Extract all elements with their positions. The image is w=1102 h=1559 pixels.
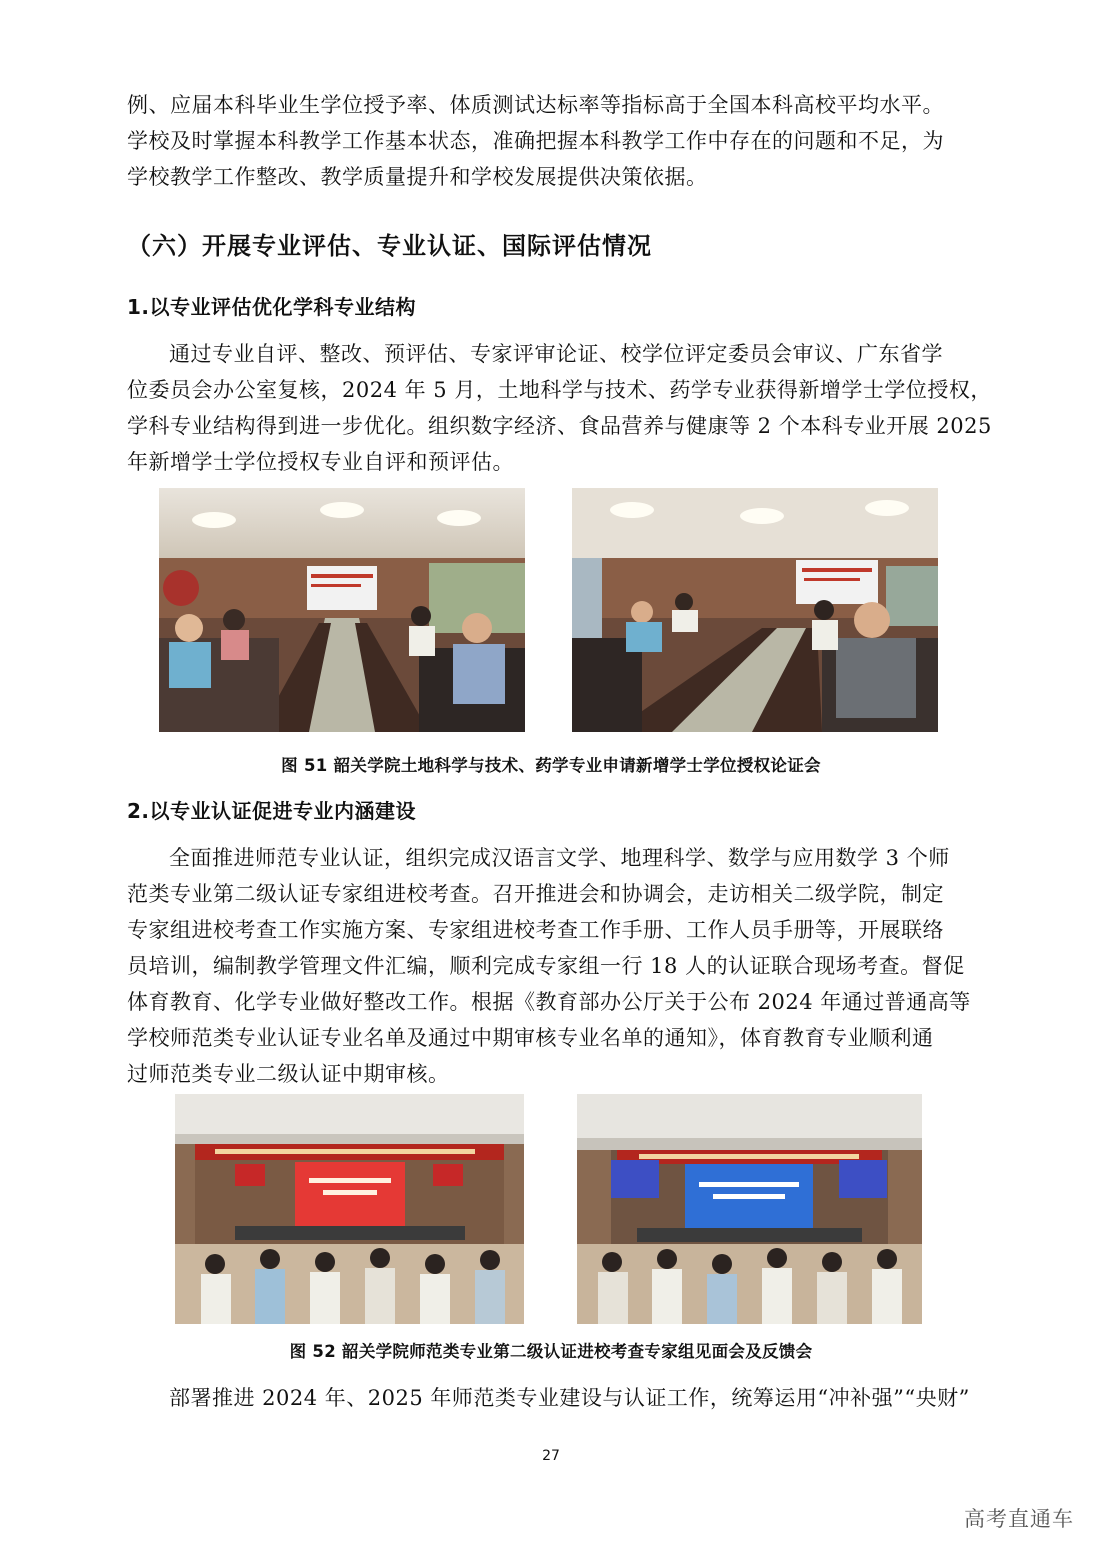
text-line: 例、应届本科毕业生学位授予率、体质测试达标率等指标高于全国本科高校平均水平。 xyxy=(127,93,944,117)
text-line: 过师范类专业二级认证中期审核。 xyxy=(127,1062,450,1086)
text-line: 年新增学士学位授权专业自评和预评估。 xyxy=(127,450,514,474)
section-heading: （六）开展专业评估、专业认证、国际评估情况 xyxy=(127,232,652,260)
meeting-photo-2 xyxy=(572,488,938,732)
text-line: 通过专业自评、整改、预评估、专家评审论证、校学位评定委员会审议、广东省学 xyxy=(169,342,943,366)
figure-52-caption: 图 52 韶关学院师范类专业第二级认证进校考查专家组见面会及反馈会 xyxy=(289,1342,813,1361)
meeting-photo-1 xyxy=(159,488,525,732)
text-line: 全面推进师范专业认证，组织完成汉语言文学、地理科学、数学与应用数学 3 个师 xyxy=(169,846,950,870)
text-line: 学校教学工作整改、教学质量提升和学校发展提供决策依据。 xyxy=(127,165,708,189)
text-line: 体育教育、化学专业做好整改工作。根据《教育部办公厅关于公布 2024 年通过普通高等 xyxy=(127,990,971,1014)
text-line: 位委员会办公室复核，2024 年 5 月，土地科学与技术、药学专业获得新增学士学位授权， xyxy=(127,378,992,402)
text-line: 学校及时掌握本科教学工作基本状态，准确把握本科教学工作中存在的问题和不足，为 xyxy=(127,129,944,153)
subsection-heading-2: 2.以专业认证促进专业内涵建设 xyxy=(127,799,417,823)
text-line: 员培训，编制教学管理文件汇编，顺利完成专家组一行 18 人的认证联合现场考查。督促 xyxy=(127,954,965,978)
subsection-heading-1: 1.以专业评估优化学科专业结构 xyxy=(127,295,417,319)
text-line: 学科专业结构得到进一步优化。组织数字经济、食品营养与健康等 2 个本科专业开展 2025 xyxy=(127,414,992,438)
subsection-2-paragraph xyxy=(127,840,975,1092)
subsection-1-paragraph xyxy=(127,336,992,480)
conference-photo-2 xyxy=(577,1094,922,1324)
watermark-text: 高考直通车 xyxy=(964,1507,1074,1531)
text-line: 学校师范类专业认证专业名单及通过中期审核专业名单的通知》，体育教育专业顺利通 xyxy=(127,1026,934,1050)
conference-photo-1 xyxy=(175,1094,524,1324)
text-line: 部署推进 2024 年、2025 年师范类专业建设与认证工作，统筹运用“冲补强”“央财” xyxy=(169,1386,970,1410)
text-line: 范类专业第二级认证专家组进校考查。召开推进会和协调会，走访相关二级学院，制定 xyxy=(127,882,944,906)
text-line: 专家组进校考查工作实施方案、专家组进校考查工作手册、工作人员手册等，开展联络 xyxy=(127,918,944,942)
page-number: 27 xyxy=(542,1448,560,1464)
intro-paragraph xyxy=(127,87,975,195)
closing-paragraph xyxy=(127,1380,975,1416)
figure-51-caption: 图 51 韶关学院土地科学与技术、药学专业申请新增学士学位授权论证会 xyxy=(281,756,821,775)
